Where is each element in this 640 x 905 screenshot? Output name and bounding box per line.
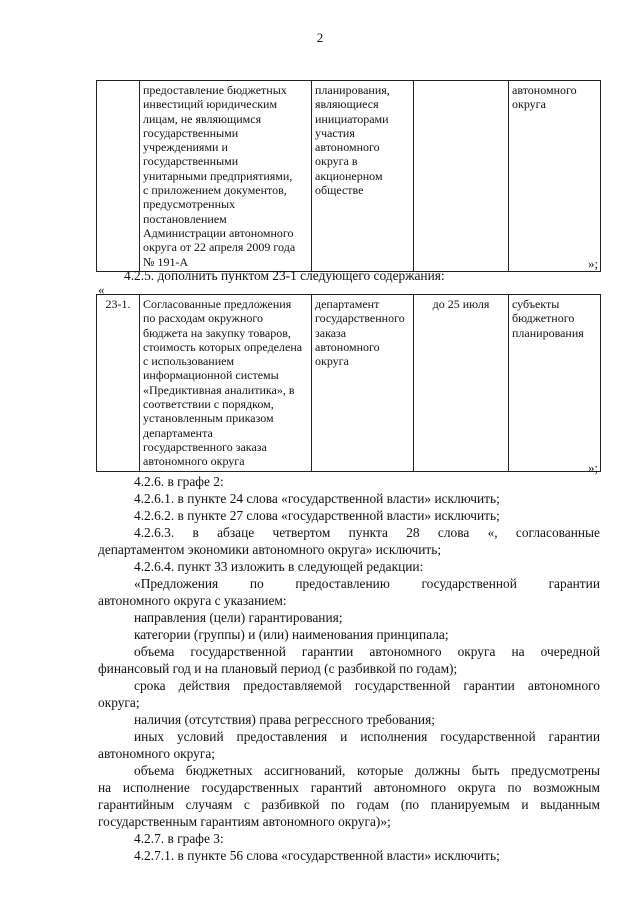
text-line: автономного округа; <box>98 746 216 761</box>
opening-quote: « <box>98 282 105 297</box>
cell-line: государственного <box>315 311 405 326</box>
table-insert <box>96 294 601 472</box>
cell-line: субъекты <box>512 297 560 311</box>
text-line: иных условий предоставления и исполнения государственной гарантии <box>134 729 600 744</box>
cell-line: государственными <box>143 125 239 140</box>
cell-line: заказа <box>315 325 347 340</box>
cell-line: по расходам окружного <box>143 311 263 326</box>
cell-line: участия <box>315 125 355 140</box>
text-line: наличия (отсутствия) права регрессного требования; <box>134 712 435 727</box>
cell-line: стоимость которых определена <box>143 339 303 354</box>
table-cell-recipient <box>509 81 601 272</box>
table-cell-description <box>140 295 312 472</box>
cell-line: предусмотренных <box>143 197 236 212</box>
cell-line: округа от 22 апреля 2009 года <box>143 240 296 255</box>
text-line: автономного округа с указанием: <box>98 593 287 608</box>
page-number: 2 <box>316 30 324 45</box>
table-row <box>97 295 601 472</box>
cell-line: планирования <box>512 325 584 340</box>
cell-line: автономного <box>512 83 577 97</box>
cell-line: департамента <box>143 425 213 440</box>
cell-line: округа <box>512 97 546 112</box>
text-line: финансовый год и на плановый период (с разбивкой по годам); <box>98 661 458 676</box>
table-cell-description <box>140 81 312 272</box>
cell-line: постановлением <box>143 211 227 226</box>
table-row <box>97 81 601 272</box>
cell-line: являющиеся <box>315 97 379 112</box>
text-line: департаментом экономики автономного округа» исключить; <box>98 542 442 557</box>
cell-line: унитарными предприятиями, <box>143 168 293 183</box>
closing-quote: »; <box>588 460 599 475</box>
cell-line: автономного <box>315 339 380 354</box>
paragraph-4-2-5: 4.2.5. дополнить пунктом 23-1 следующего содержания: <box>124 268 445 283</box>
table-cell-deadline <box>414 81 509 272</box>
table-cell-deadline: до 25 июля <box>414 295 509 472</box>
text-line: направления (цели) гарантирования; <box>134 610 343 625</box>
cell-line: автономного <box>315 140 380 155</box>
cell-line: планирования, <box>315 83 390 97</box>
table-continuation <box>96 80 601 272</box>
cell-line: лицам, не являющимся <box>143 111 262 126</box>
cell-line: с использованием <box>143 354 235 369</box>
text-line: 4.2.6. в графе 2: <box>134 474 224 489</box>
text-line: 4.2.7.1. в пункте 56 слова «государственной власти» исключить; <box>134 848 500 863</box>
cell-line: «Предиктивная аналитика», в <box>143 382 295 397</box>
cell-line: инвестиций юридическим <box>143 97 278 112</box>
table-cell-recipient <box>509 295 601 472</box>
cell-line: автономного округа <box>143 454 245 469</box>
table-cell-number <box>97 81 140 272</box>
cell-line: акционерном <box>315 168 383 183</box>
cell-line: установленным приказом <box>143 411 274 426</box>
text-line: срока действия предоставляемой государственной гарантии автономного <box>134 678 600 693</box>
text-line: округа; <box>98 695 140 710</box>
text-line: на исполнение государственных гарантий автономного округа по возможным <box>98 780 600 795</box>
table-cell-responsible <box>312 81 414 272</box>
cell-line: Согласованные предложения <box>143 297 292 311</box>
cell-line: бюджета на закупку товаров, <box>143 325 291 340</box>
cell-line: округа <box>315 354 349 369</box>
cell-line: государственного заказа <box>143 439 267 454</box>
cell-line: обществе <box>315 183 364 198</box>
cell-line: информационной системы <box>143 368 279 383</box>
text-line: «Предложения по предоставлению государственной гарантии <box>134 576 600 591</box>
cell-line: предоставление бюджетных <box>143 83 287 97</box>
cell-line: государственными <box>143 154 239 169</box>
text-line: гарантийным случаям с разбивкой по годам (по планируемым и выданным <box>98 797 600 812</box>
text-line: объема государственной гарантии автономного округа на очередной <box>134 644 600 659</box>
text-line: 4.2.6.3. в абзаце четвертом пункта 28 слова «, согласованные <box>134 525 600 540</box>
cell-line: бюджетного <box>512 311 575 326</box>
cell-line: № 191-А <box>143 254 189 269</box>
table-cell-number: 23-1. <box>97 295 140 472</box>
text-line: государственным гарантиям автономного округа)»; <box>98 814 391 829</box>
table-cell-responsible <box>312 295 414 472</box>
cell-line: Администрации автономного <box>143 225 294 240</box>
text-line: 4.2.6.2. в пункте 27 слова «государственной власти» исключить; <box>134 508 500 523</box>
cell-line: департамент <box>315 297 380 311</box>
cell-line: учреждениями и <box>143 140 228 155</box>
cell-line: соответствии с порядком, <box>143 397 274 412</box>
text-line: категории (группы) и (или) наименования принципала; <box>134 627 449 642</box>
cell-line: инициаторами <box>315 111 389 126</box>
text-line: объема бюджетных ассигнований, которые должны быть предусмотрены <box>134 763 600 778</box>
text-line: 4.2.6.4. пункт 33 изложить в следующей редакции: <box>134 559 424 574</box>
cell-line: округа в <box>315 154 358 169</box>
closing-quote: »; <box>588 256 599 271</box>
text-line: 4.2.6.1. в пункте 24 слова «государственной власти» исключить; <box>134 491 500 506</box>
cell-line: с приложением документов, <box>143 183 287 198</box>
text-line: 4.2.7. в графе 3: <box>134 831 224 846</box>
